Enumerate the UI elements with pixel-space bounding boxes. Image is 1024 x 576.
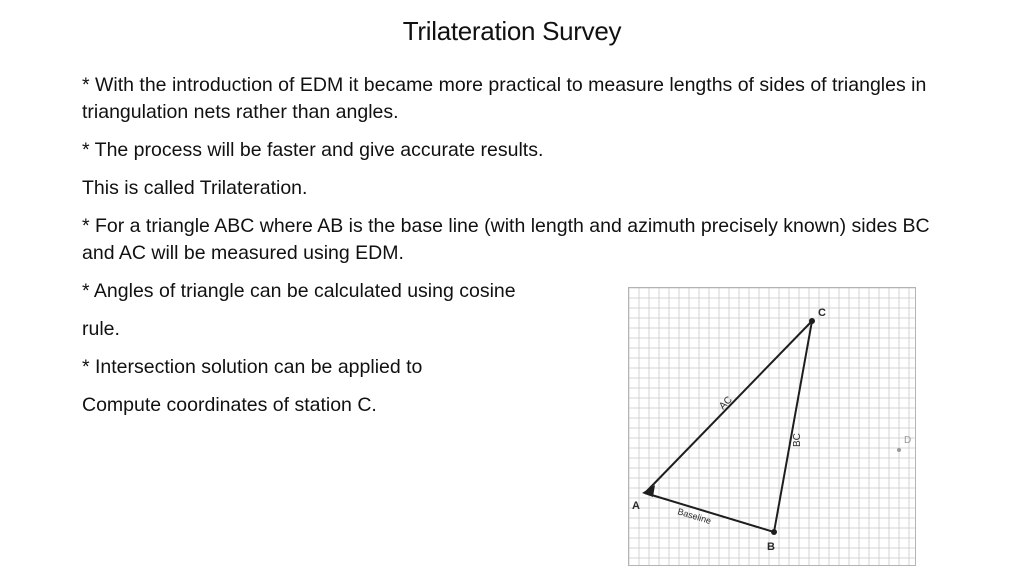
paragraph-called-trilateration: This is called Trilateration. [82,177,308,199]
paragraph-cosine-rule: * Angles of triangle can be calculated using cosine [82,280,516,302]
paragraph-intersection: * Intersection solution can be applied to [82,356,423,378]
label-c: C [818,307,826,319]
label-baseline: Baseline [676,506,713,527]
graph-paper-grid [629,288,915,565]
baseline-ab-line [645,493,774,532]
paragraph-compute-c: Compute coordinates of station C. [82,394,377,416]
paragraph-faster: * The process will be faster and give accurate results. [82,139,544,161]
label-b: B [767,541,775,553]
paragraph-rule: rule. [82,318,120,340]
slide-title: Trilateration Survey [402,16,622,46]
side-bc-line [774,321,812,532]
trilateration-svg [629,288,915,565]
point-d-marker [897,448,901,452]
label-a: A [632,500,640,512]
point-c-marker [809,318,815,324]
label-side-bc: BC [792,433,803,447]
label-side-ac: AC [717,394,735,413]
trilateration-diagram [628,287,916,566]
paragraph-edm-intro: * With the introduction of EDM it became more practical to measure lengths of sides of triangles in triangulation nets rather than angles. [82,74,927,123]
point-b-marker [771,529,777,535]
paragraph-triangle-abc: * For a triangle ABC where AB is the base line (with length and azimuth precisely known) sides BC and AC will be measured using EDM. [82,215,930,264]
point-a-arrow [642,485,655,497]
label-d: D [904,435,912,446]
